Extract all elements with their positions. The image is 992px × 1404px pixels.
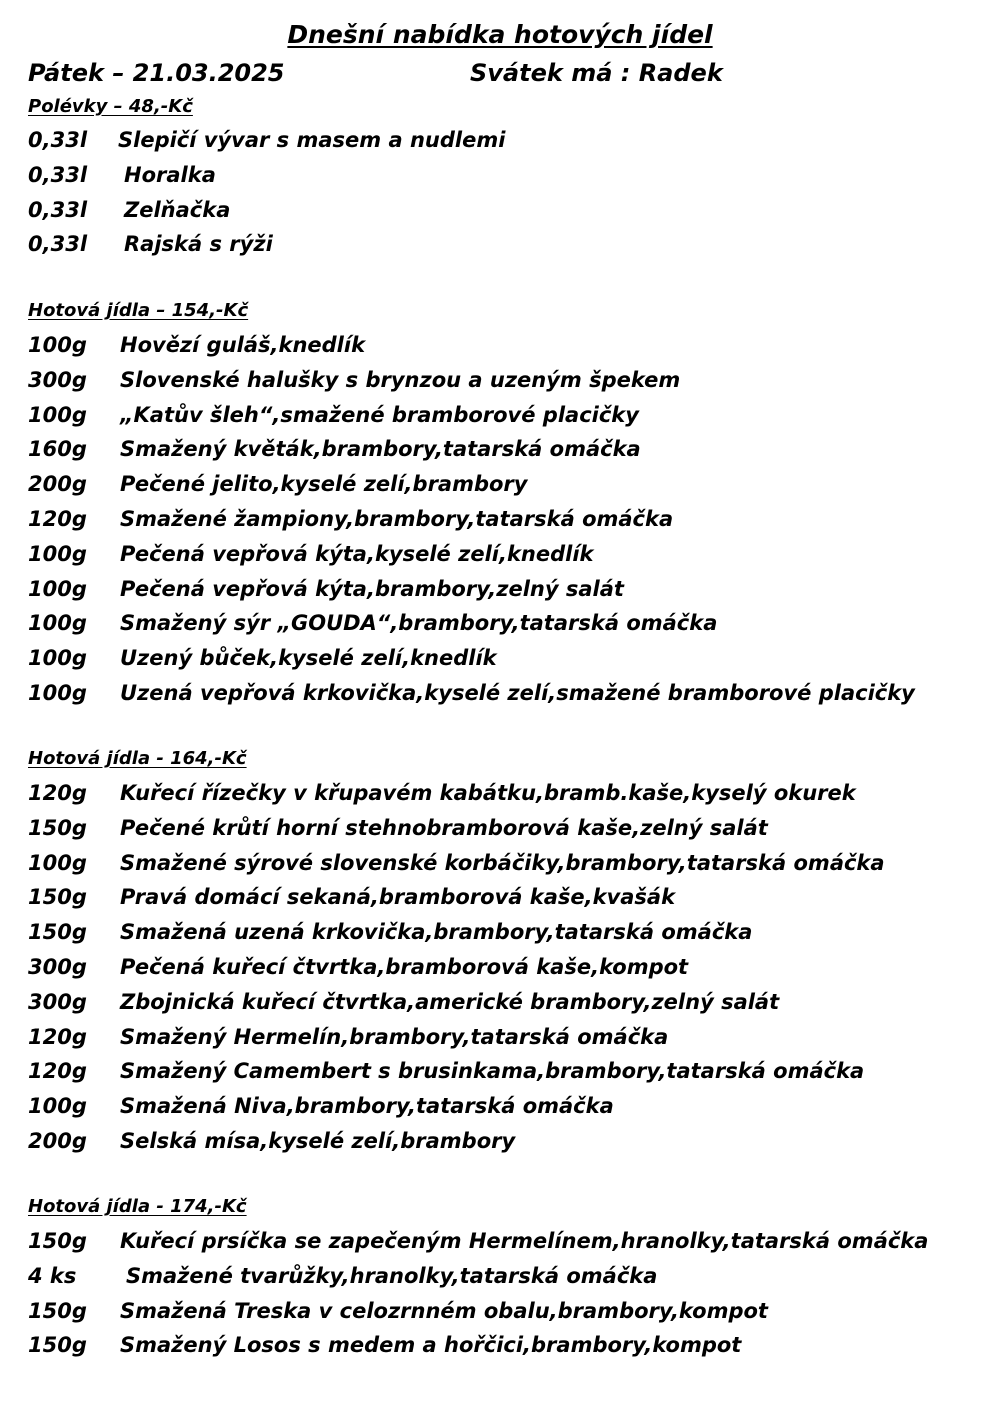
item-dish: Smažené žampiony,brambory,tatarská omáčka — [120, 506, 674, 531]
item-quantity: 0,33l — [28, 162, 88, 187]
item-quantity: 100g — [28, 333, 87, 357]
item-dish: Smažený Losos s medem a hořčici,brambory,kompot — [120, 1333, 742, 1358]
item-dish: Kuřecí prsíčka se zapečeným Hermelínem,hranolky,tatarská omáčka — [120, 1229, 929, 1253]
item-quantity: 150g — [28, 1298, 87, 1323]
item-dish: Smažená uzená krkovička,brambory,tatarská omáčka — [120, 920, 753, 945]
item-quantity: 100g — [28, 1094, 87, 1119]
item-dish: Selská mísa,kyselé zelí,brambory — [120, 1128, 516, 1153]
item-quantity: 100g — [28, 680, 87, 705]
item-quantity: 150g — [28, 885, 87, 910]
item-dish: Zelňačka — [124, 197, 231, 222]
item-quantity: 0,33l — [28, 128, 88, 152]
item-quantity: 4 ks — [28, 1263, 77, 1288]
item-quantity: 300g — [28, 954, 87, 979]
date-line: Pátek – 21.03.2025 — [28, 59, 285, 87]
item-quantity: 150g — [28, 920, 87, 945]
item-quantity: 100g — [28, 402, 87, 427]
item-dish: Slepičí vývar s masem a nudlemi — [118, 128, 506, 152]
item-dish: Pečené jelito,kyselé zelí,brambory — [120, 472, 528, 497]
item-quantity: 160g — [28, 437, 87, 462]
item-quantity: 100g — [28, 850, 87, 875]
item-dish: Uzená vepřová krkovička,kyselé zelí,smažené bramborové placičky — [120, 680, 915, 705]
item-dish: Pečené krůtí horní stehnobramborová kaše,zelný salát — [120, 815, 768, 840]
item-dish: Smažená Niva,brambory,tatarská omáčka — [120, 1094, 614, 1119]
item-dish: Pečená vepřová kýta,brambory,zelný salát — [120, 576, 624, 601]
item-quantity: 120g — [28, 506, 87, 531]
item-dish: Pravá domácí sekaná,bramborová kaše,kvašák — [120, 885, 676, 910]
item-quantity: 100g — [28, 541, 87, 566]
item-dish: Smažený Hermelín,brambory,tatarská omáčka — [120, 1024, 669, 1049]
item-dish: Smažené tvarůžky,hranolky,tatarská omáčka — [126, 1263, 658, 1288]
item-dish: Pečená vepřová kýta,kyselé zelí,knedlík — [120, 541, 594, 566]
item-dish: Horalka — [124, 162, 216, 187]
item-quantity: 120g — [28, 781, 87, 805]
item-quantity: 200g — [28, 472, 87, 497]
item-quantity: 100g — [28, 611, 87, 636]
item-quantity: 120g — [28, 1024, 87, 1049]
item-dish: Smažený sýr „GOUDA“,brambory,tatarská omáčka — [120, 611, 718, 636]
item-quantity: 120g — [28, 1059, 87, 1084]
item-dish: „Katův šleh“,smažené bramborové placičky — [120, 402, 639, 427]
item-quantity: 100g — [28, 576, 87, 601]
item-dish: Smažený květák,brambory,tatarská omáčka — [120, 437, 641, 462]
item-quantity: 300g — [28, 367, 87, 392]
section-header-mains-164: Hotová jídla - 164,-Kč — [28, 748, 247, 769]
item-dish: Slovenské halušky s brynzou a uzeným špekem — [120, 367, 681, 392]
item-dish: Smažené sýrové slovenské korbáčiky,brambory,tatarská omáčka — [120, 850, 885, 875]
item-dish: Uzený bůček,kyselé zelí,knedlík — [120, 646, 497, 671]
item-quantity: 0,33l — [28, 232, 88, 257]
item-dish: Hovězí guláš,knedlík — [120, 333, 366, 357]
item-quantity: 200g — [28, 1128, 87, 1153]
nameday-line: Svátek má : Radek — [470, 59, 723, 87]
section-header-mains-154: Hotová jídla – 154,-Kč — [28, 300, 249, 321]
page-title: Dnešní nabídka hotových jídel — [287, 20, 713, 49]
item-quantity: 150g — [28, 1229, 87, 1253]
item-quantity: 0,33l — [28, 197, 88, 222]
item-quantity: 150g — [28, 1333, 87, 1358]
item-dish: Smažená Treska v celozrnném obalu,brambory,kompot — [120, 1298, 768, 1323]
item-dish: Pečená kuřecí čtvrtka,bramborová kaše,kompot — [120, 954, 689, 979]
item-dish: Zbojnická kuřecí čtvrtka,americké brambory,zelný salát — [120, 989, 780, 1014]
item-dish: Kuřecí řízečky v křupavém kabátku,bramb.kaše,kyselý okurek — [120, 781, 856, 805]
item-quantity: 300g — [28, 989, 87, 1014]
section-header-soups: Polévky – 48,-Kč — [28, 96, 193, 117]
item-dish: Smažený Camembert s brusinkama,brambory,tatarská omáčka — [120, 1059, 865, 1084]
section-header-mains-174: Hotová jídla - 174,-Kč — [28, 1196, 247, 1217]
item-quantity: 100g — [28, 646, 87, 671]
item-dish: Rajská s rýži — [124, 232, 273, 257]
item-quantity: 150g — [28, 815, 87, 840]
